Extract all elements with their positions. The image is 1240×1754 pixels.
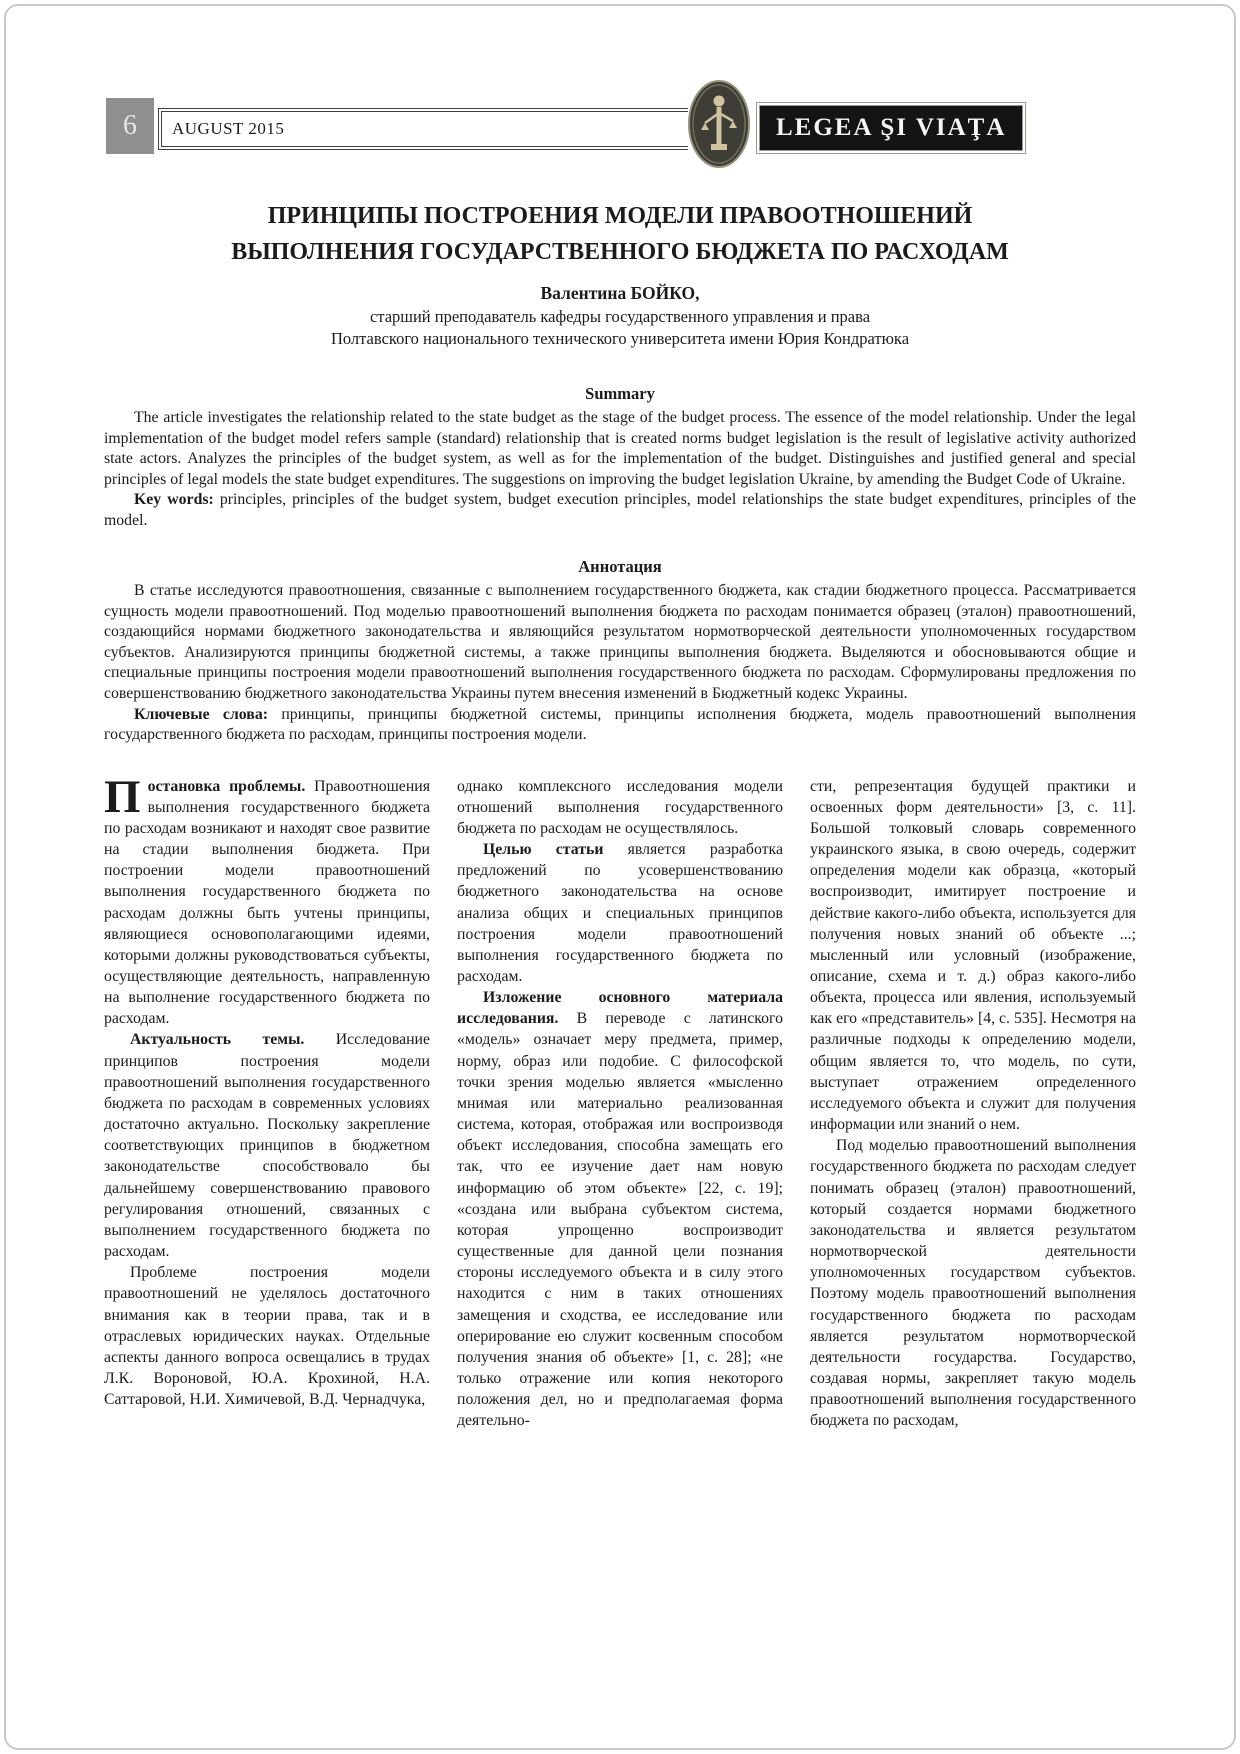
text-run: является разработка предложений по усовершенствованию бюджетного законодательства на основе анализа общих и специальных принципов построения модели правоотношений выполнения государственного бюджета по расходам. (457, 841, 783, 985)
bold-run: остановка проблемы. (147, 777, 306, 795)
keywords-text: принципы, принципы бюджетной системы, принципы исполнения бюджета, модель правоотношений выполнения государственного бюджета по расходам, принципы построения модели. (104, 705, 1136, 744)
journal-name: LEGEA ŞI VIAŢA (776, 114, 1007, 141)
bold-run: Целью статьи (483, 841, 604, 859)
text-run: Под моделью правоотношений выполнения государственного бюджета по расходам следует понимать образец (эталон) правоотношений, который создается нормами бюджетного законодательства и является результатом нормотворческой деятельности уполномоченных государством субъектов. Поэтому модель правоотношений выполнения государственного бюджета по расходам является результатом нормотворческой деятельности государства. Государство, создавая нормы, закрепляет такую модель правоотношений выполнения государственного бюджета по расходам, (810, 1137, 1136, 1430)
keywords-text: principles, principles of the budget system, budget execution principles, model relationships the state budget expenditures, principles of the model. (104, 491, 1136, 529)
bold-run: Актуальность темы. (130, 1031, 305, 1049)
text-column (104, 770, 430, 1432)
article-body (104, 770, 1136, 1432)
body-paragraph (457, 776, 783, 839)
summary-keywords (104, 490, 1136, 531)
body-paragraph (104, 770, 430, 1030)
text-run: Исследование принципов построения модели правоотношений выполнения государственного бюджета по расходам в современных условиях достаточно актуально. Поскольку закрепление соответствующих принципов в бюджетном законодательстве способствовало бы дальнейшему совершенствованию правового регулирования отношений, связанных с выполнением государственного бюджета по расходам. (104, 1031, 430, 1261)
summary-heading: Summary (585, 384, 655, 404)
text-column (810, 776, 1136, 1432)
article-title-line-2: ВЫПОЛНЕНИЯ ГОСУДАРСТВЕННОГО БЮДЖЕТА ПО РАСХОДАМ (231, 239, 1009, 265)
text-run: Правоотношения выполнения государственного бюджета по расходам возникают и находят свое развитие на стадии выполнения бюджета. При построении модели правоотношений выполнения государственного бюджета по расходам должны быть учтены принципы, являющиеся основополагающими идеями, которыми должны руководствоваться субъекты, осуществляющие деятельность, направленную на выполнение государственного бюджета по расходам. (104, 777, 430, 1028)
journal-name-box (756, 102, 1026, 154)
annotation-keywords (104, 705, 1136, 746)
author-name: Валентина БОЙКО, (540, 283, 700, 303)
page-header (104, 96, 1136, 184)
annotation-section (104, 557, 1136, 745)
body-paragraph (104, 1029, 430, 1262)
issue-date-strip (158, 108, 688, 150)
text-run: сти, репрезентация будущей практики и освоенных форм деятельности» [3, с. 11]. Большой толковый словарь современного украинского языка, в свою очередь, содержит определения модели как образца, «который воспроизводит, имитирует построение и действие какого-либо объекта, используется для получения новых знаний об объекте ...; мысленный или условный (изображение, описание, схема и т. д.) образ какого-либо объекта, процесса или явления, используемый как его «представитель» [4, с. 535]. Несмотря на различные подходы к определению модели, общим является то, что модель, по сути, выступает отражением определенного исследуемого объекта и служит для получения информации или знаний о нем. (810, 777, 1136, 1134)
page-content (0, 96, 1240, 1431)
body-paragraph (810, 1135, 1136, 1431)
annotation-text: В статье исследуются правоотношения, связанные с выполнением государственного бюджета, как стадии бюджетного процесса. Рассматривается сущность модели правоотношений. Под моделью правоотношений выполнения бюджета по расходам понимается образец (эталон) правоотношений, создающийся нормами бюджетного законодательства и являющийся результатом нормотворческой деятельности уполномоченных государством субъектов. Анализируются принципы бюджетной системы, а также принципы выполнения бюджета. Выделяются и обосновываются общие и специальные принципы построения модели правоотношений выполнения государственного бюджета по расходам. Сформулированы предложения по совершенствованию бюджетного законодательства Украины путем внесения изменений в Бюджетный кодекс Украины. (104, 582, 1136, 702)
body-paragraph (457, 839, 783, 987)
page-number: 6 (106, 98, 154, 154)
text-run: однако комплексного исследования модели отношений выполнения государственного бюджета по расходам не осуществлялось. (457, 777, 783, 837)
text-run: Проблеме построения модели правоотношений не уделялось достаточного внимания как в теории права, так и в отраслевых юридических науках. Отдельные аспекты данного вопроса освещались в трудах Л.К. Вороновой, Ю.А. Крохиной, Н.А. Саттаровой, Н.И. Химичевой, В.Д. Чернадчука, (104, 1264, 430, 1409)
annotation-heading: Аннотация (578, 557, 662, 577)
author-position: старший преподаватель кафедры государственного управления и права (369, 306, 871, 326)
keywords-label: Key words: (134, 491, 214, 509)
summary-section (104, 384, 1136, 531)
text-run: В переводе с латинского «модель» означает меру предмета, пример, норму, образ или подобие. С философской точки зрения моделью является «мысленно мнимая или материально реализованная система, которая, отображая или воспроизводя объект исследования, способна замещать его так, что ее изучение дает нам новую информацию об этом объекте» [22, с. 19]; «создана или выбрана субъектом система, которая упрощенно воспроизводит существенные для данной цели познания стороны исследуемого объекта и в силу этого находится с ним в таких отношениях замещения и сходства, ее исследование или оперирование ею служит косвенным способом получения знания об объекте» [1, с. 28]; «не только отражение или копия некоторого положения дел, но и предполагаемая форма деятельно- (457, 1010, 783, 1430)
author-block (104, 282, 1136, 350)
text-column (457, 776, 783, 1432)
keywords-label: Ключевые слова: (134, 705, 268, 723)
justice-statue-emblem-icon (688, 80, 750, 168)
article-title-line-1: ПРИНЦИПЫ ПОСТРОЕНИЯ МОДЕЛИ ПРАВООТНОШЕНИЙ (267, 203, 973, 229)
body-paragraph (457, 987, 783, 1431)
body-paragraph (104, 1262, 430, 1410)
summary-text: The article investigates the relationship related to the state budget as the stage of the budget process. The essence of the model relationship. Under the legal implementation of the budget model refers sample (standard) relationship that is created norms budget legislation is the result of legislative activity authorized state actors. Analyzes the principles of the budget system, as well as for the implementation of the budget. Distinguishes and justified general and special principles of legal models the state budget expenditures. The suggestions on improving the budget legislation Ukraine, by amending the Budget Code of Ukraine. (104, 409, 1136, 488)
article-title (104, 198, 1136, 270)
issue-date: AUGUST 2015 (172, 119, 285, 138)
body-paragraph (810, 776, 1136, 1136)
author-affiliation: Полтавского национального технического университета имени Юрия Кондратюка (330, 328, 910, 348)
bold-run: Изложение основного материала исследования. (457, 989, 783, 1028)
drop-cap: П (104, 770, 141, 823)
